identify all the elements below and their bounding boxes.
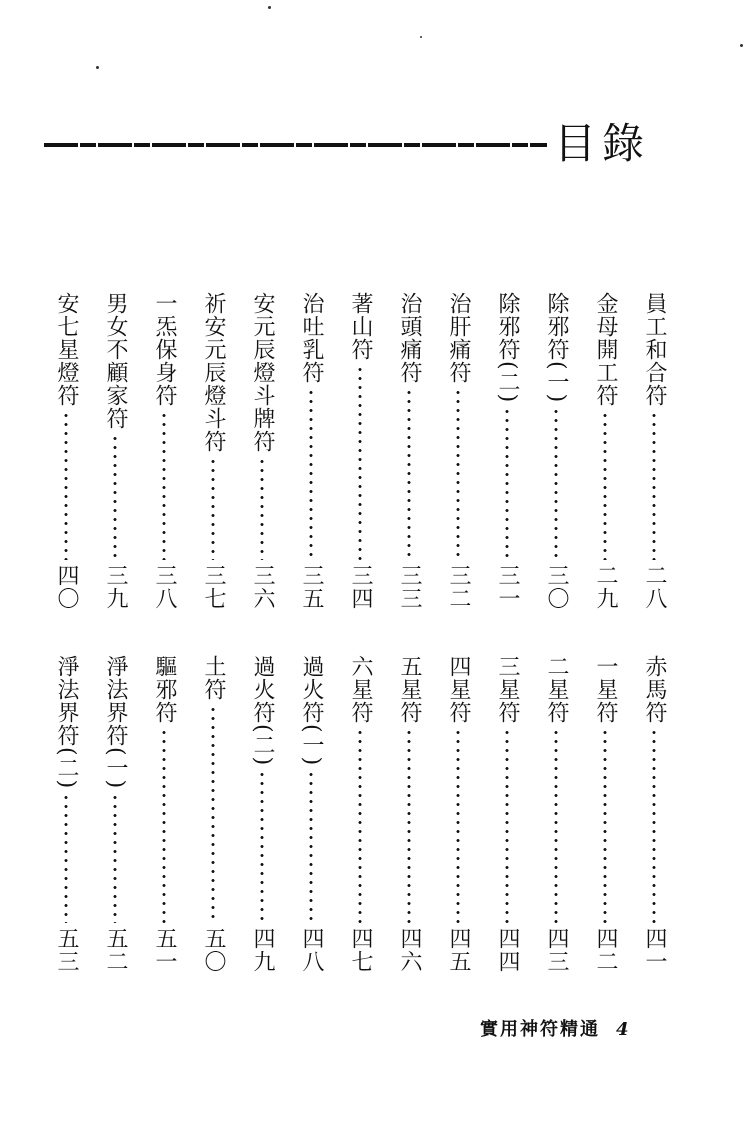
toc-leader-dots xyxy=(260,770,264,923)
toc-entry-title: 淨法界符(一) xyxy=(103,655,128,790)
toc-entry xyxy=(395,292,423,610)
toc-entry xyxy=(297,292,325,610)
toc-entry-title: 五星符 xyxy=(397,655,422,724)
toc-entry xyxy=(297,655,325,973)
toc-entry-title: 四星符 xyxy=(446,655,471,724)
toc-entry-title: 驅邪符 xyxy=(152,655,177,724)
running-footer xyxy=(480,1018,629,1042)
toc-entry-title: 治吐乳符 xyxy=(299,292,324,384)
toc-entry xyxy=(493,655,521,973)
toc-entry xyxy=(444,292,472,610)
toc-leader-dots xyxy=(113,434,117,560)
toc-entry-page: 四〇 xyxy=(54,564,79,610)
toc-entry-title: 土符 xyxy=(201,655,226,701)
toc-entry-page: 四五 xyxy=(446,927,471,973)
toc-leader-dots xyxy=(162,728,166,923)
toc-entry xyxy=(52,292,80,610)
toc-leader-dots xyxy=(407,388,411,560)
toc-leader-dots xyxy=(113,793,117,923)
toc-entry-page: 四一 xyxy=(642,927,667,973)
toc-entry-page: 四七 xyxy=(348,927,373,973)
scan-speck xyxy=(96,66,99,69)
toc-header xyxy=(44,120,664,170)
toc-entry-page: 四四 xyxy=(495,927,520,973)
toc-entry xyxy=(493,292,521,610)
toc-entry-page: 四六 xyxy=(397,927,422,973)
page-number: 4 xyxy=(616,1019,629,1040)
toc-leader-dots xyxy=(162,411,166,560)
toc-entry-title: 一炁保身符 xyxy=(152,292,177,407)
toc-entry-title: 祈安元辰燈斗符 xyxy=(201,292,226,453)
toc-entry-page: 三八 xyxy=(152,564,177,610)
toc-entry-title: 二星符 xyxy=(544,655,569,724)
toc-entry-page: 五一 xyxy=(152,927,177,973)
toc-entry xyxy=(199,292,227,610)
toc-leader-dots xyxy=(211,457,215,560)
toc-entry xyxy=(150,655,178,973)
toc-entry-title: 除邪符(一) xyxy=(544,292,569,404)
scan-speck xyxy=(740,44,743,47)
toc-entry xyxy=(248,655,276,973)
toc-entry-title: 淨法界符(二) xyxy=(54,655,79,790)
toc-leader-dots xyxy=(358,728,362,923)
toc-leader-dots xyxy=(554,728,558,923)
scan-speck xyxy=(268,6,271,9)
toc-leader-dots xyxy=(505,728,509,923)
toc-entry-page: 五三 xyxy=(54,927,79,973)
toc-entry xyxy=(101,655,129,973)
toc-leader-dots xyxy=(554,407,558,560)
toc-entry-title: 三星符 xyxy=(495,655,520,724)
toc-entry-title: 員工和合符 xyxy=(642,292,667,407)
toc-leader-dots xyxy=(64,411,68,560)
toc-entry-title: 安元辰燈斗牌符 xyxy=(250,292,275,453)
toc-leader-dots xyxy=(652,728,656,923)
toc-entry-title: 安七星燈符 xyxy=(54,292,79,407)
scan-speck xyxy=(420,36,422,38)
toc-entry-title: 赤馬符 xyxy=(642,655,667,724)
toc-entry-title: 男女不顧家符 xyxy=(103,292,128,430)
toc-entry-page: 五〇 xyxy=(201,927,226,973)
title-rule xyxy=(44,143,547,147)
toc-entry xyxy=(150,292,178,610)
toc-entry-title: 治肝痛符 xyxy=(446,292,471,384)
toc-leader-dots xyxy=(260,457,264,560)
toc-leader-dots xyxy=(407,728,411,923)
toc-entry-title: 六星符 xyxy=(348,655,373,724)
toc-leader-dots xyxy=(64,793,68,923)
toc-entry-page: 三五 xyxy=(299,564,324,610)
toc-leader-dots xyxy=(603,411,607,560)
toc-leader-dots xyxy=(456,728,460,923)
toc-entry-page: 四九 xyxy=(250,927,275,973)
toc-entry xyxy=(395,655,423,973)
toc-entry xyxy=(52,655,80,973)
toc-entry-title: 過火符(二) xyxy=(250,655,275,767)
toc-entry xyxy=(640,292,668,610)
toc-entry xyxy=(101,292,129,610)
toc-entry-page: 五二 xyxy=(103,927,128,973)
toc-leader-dots xyxy=(309,770,313,923)
toc-entry-title: 著山符 xyxy=(348,292,373,361)
toc-entry-page: 三三 xyxy=(397,564,422,610)
toc-leader-dots xyxy=(456,388,460,560)
toc-entry xyxy=(591,655,619,973)
toc-entry-page: 三九 xyxy=(103,564,128,610)
toc-entry-title: 過火符(一) xyxy=(299,655,324,767)
page-title: 目錄 xyxy=(554,119,651,168)
toc-entry xyxy=(248,292,276,610)
toc-entry-title: 一星符 xyxy=(593,655,618,724)
toc-entry xyxy=(640,655,668,973)
toc-entry-page: 四八 xyxy=(299,927,324,973)
toc-entry xyxy=(199,655,227,973)
toc-entry-page: 三二 xyxy=(446,564,471,610)
toc-entry-page: 四三 xyxy=(544,927,569,973)
toc-entry-page: 二八 xyxy=(642,564,667,610)
toc-entry-title: 金母開工符 xyxy=(593,292,618,407)
toc-entry-page: 三〇 xyxy=(544,564,569,610)
toc-leader-dots xyxy=(652,411,656,560)
toc-entry-page: 三四 xyxy=(348,564,373,610)
toc-entry xyxy=(542,655,570,973)
toc-leader-dots xyxy=(358,365,362,560)
toc-entry-title: 除邪符(二) xyxy=(495,292,520,404)
toc-leader-dots xyxy=(505,407,509,560)
toc-entry-page: 四二 xyxy=(593,927,618,973)
toc-entry xyxy=(591,292,619,610)
toc-entry-page: 三七 xyxy=(201,564,226,610)
toc-leader-dots xyxy=(211,705,215,923)
book-title: 實用神符精通 xyxy=(480,1019,600,1040)
toc-entry-page: 二九 xyxy=(593,564,618,610)
toc-entry xyxy=(542,292,570,610)
toc-entry-page: 三一 xyxy=(495,564,520,610)
toc-entry xyxy=(444,655,472,973)
toc-entry-page: 三六 xyxy=(250,564,275,610)
toc-entry xyxy=(346,292,374,610)
toc-entry xyxy=(346,655,374,973)
toc-entry-title: 治頭痛符 xyxy=(397,292,422,384)
toc-leader-dots xyxy=(603,728,607,923)
toc-leader-dots xyxy=(309,388,313,560)
